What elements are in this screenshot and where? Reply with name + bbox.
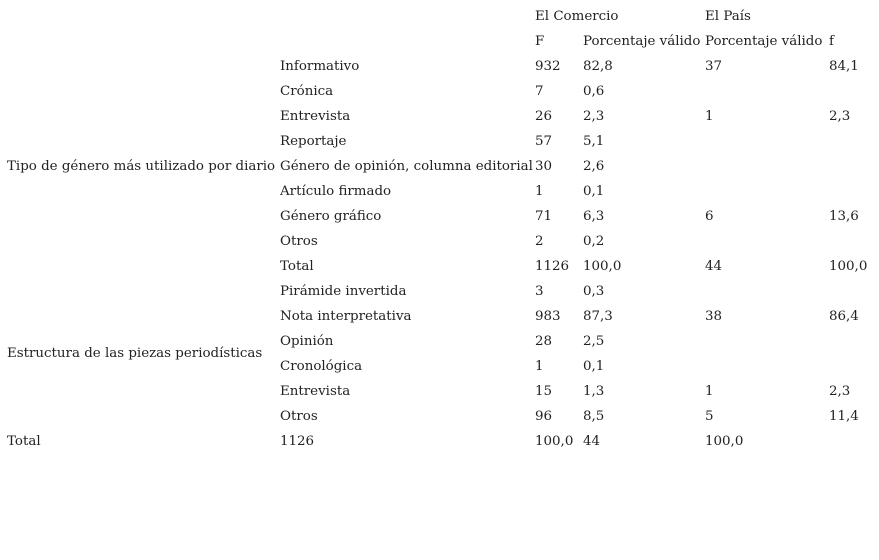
row-el-comercio-f: 57 [535, 134, 553, 149]
row-el-comercio-f: 932 [535, 59, 561, 74]
row-el-pais-pct: 6 [705, 209, 714, 224]
row-el-comercio-pct: 0,3 [583, 284, 605, 299]
header-col-pct-2: Porcentaje válido [705, 34, 823, 49]
total-row-value-1: 1126 [280, 434, 315, 449]
row-el-comercio-f: 28 [535, 334, 553, 349]
row-el-comercio-pct: 1,3 [583, 384, 605, 399]
row-el-comercio-f: 96 [535, 409, 553, 424]
row-el-comercio-pct: 2,3 [583, 109, 605, 124]
header-col-f-2: f [829, 34, 834, 49]
row-category: Reportaje [280, 134, 347, 149]
row-category: Otros [280, 234, 318, 249]
row-el-comercio-pct: 8,5 [583, 409, 605, 424]
header-col-f: F [535, 34, 545, 49]
row-category: Entrevista [280, 384, 351, 399]
row-category: Pirámide invertida [280, 284, 407, 299]
row-el-comercio-pct: 0,6 [583, 84, 605, 99]
row-el-comercio-pct: 5,1 [583, 134, 605, 149]
row-el-comercio-f: 2 [535, 234, 544, 249]
row-el-pais-pct: 1 [705, 109, 714, 124]
header-el-comercio: El Comercio [535, 9, 619, 24]
row-el-pais-pct: 38 [705, 309, 723, 324]
row-el-pais-pct: 44 [705, 259, 723, 274]
row-el-comercio-f: 1 [535, 359, 544, 374]
row-el-comercio-pct: 2,5 [583, 334, 605, 349]
row-category: Artículo firmado [280, 184, 392, 199]
row-el-pais-f: 2,3 [829, 384, 851, 399]
row-el-comercio-f: 983 [535, 309, 561, 324]
total-row-label: Total [7, 434, 41, 449]
row-category: Opinión [280, 334, 334, 349]
row-category: Crónica [280, 84, 334, 99]
row-el-pais-f: 2,3 [829, 109, 851, 124]
row-el-comercio-pct: 87,3 [583, 309, 613, 324]
row-category: Cronológica [280, 359, 363, 374]
row-el-comercio-f: 7 [535, 84, 544, 99]
row-category: Entrevista [280, 109, 351, 124]
row-el-pais-f: 86,4 [829, 309, 859, 324]
row-el-comercio-f: 1126 [535, 259, 570, 274]
row-el-comercio-pct: 82,8 [583, 59, 613, 74]
row-el-comercio-f: 3 [535, 284, 544, 299]
group-label-genero: Tipo de género más utilizado por diario [7, 159, 276, 174]
row-el-pais-f: 13,6 [829, 209, 859, 224]
header-el-pais: El País [705, 9, 751, 24]
row-category: Otros [280, 409, 318, 424]
row-category: Género de opinión, columna editorial [280, 159, 533, 174]
total-row-value-4: 100,0 [705, 434, 744, 449]
row-el-comercio-f: 1 [535, 184, 544, 199]
row-el-comercio-pct: 6,3 [583, 209, 605, 224]
row-category: Nota interpretativa [280, 309, 412, 324]
row-el-comercio-f: 71 [535, 209, 553, 224]
row-category: Informativo [280, 59, 360, 74]
row-el-pais-f: 84,1 [829, 59, 859, 74]
row-category: Género gráfico [280, 209, 382, 224]
row-el-comercio-pct: 0,2 [583, 234, 605, 249]
total-row-value-3: 44 [583, 434, 601, 449]
row-el-comercio-pct: 100,0 [583, 259, 622, 274]
row-el-comercio-f: 30 [535, 159, 553, 174]
header-col-pct-1: Porcentaje válido [583, 34, 701, 49]
row-el-comercio-f: 26 [535, 109, 553, 124]
row-el-pais-f: 100,0 [829, 259, 868, 274]
row-el-pais-pct: 1 [705, 384, 714, 399]
row-el-pais-f: 11,4 [829, 409, 859, 424]
row-category: Total [280, 259, 314, 274]
total-row-value-2: 100,0 [535, 434, 574, 449]
row-el-pais-pct: 37 [705, 59, 723, 74]
group-label-estructura: Estructura de las piezas periodísticas [7, 346, 263, 361]
row-el-comercio-pct: 0,1 [583, 184, 605, 199]
row-el-pais-pct: 5 [705, 409, 714, 424]
row-el-comercio-pct: 0,1 [583, 359, 605, 374]
row-el-comercio-pct: 2,6 [583, 159, 605, 174]
row-el-comercio-f: 15 [535, 384, 553, 399]
